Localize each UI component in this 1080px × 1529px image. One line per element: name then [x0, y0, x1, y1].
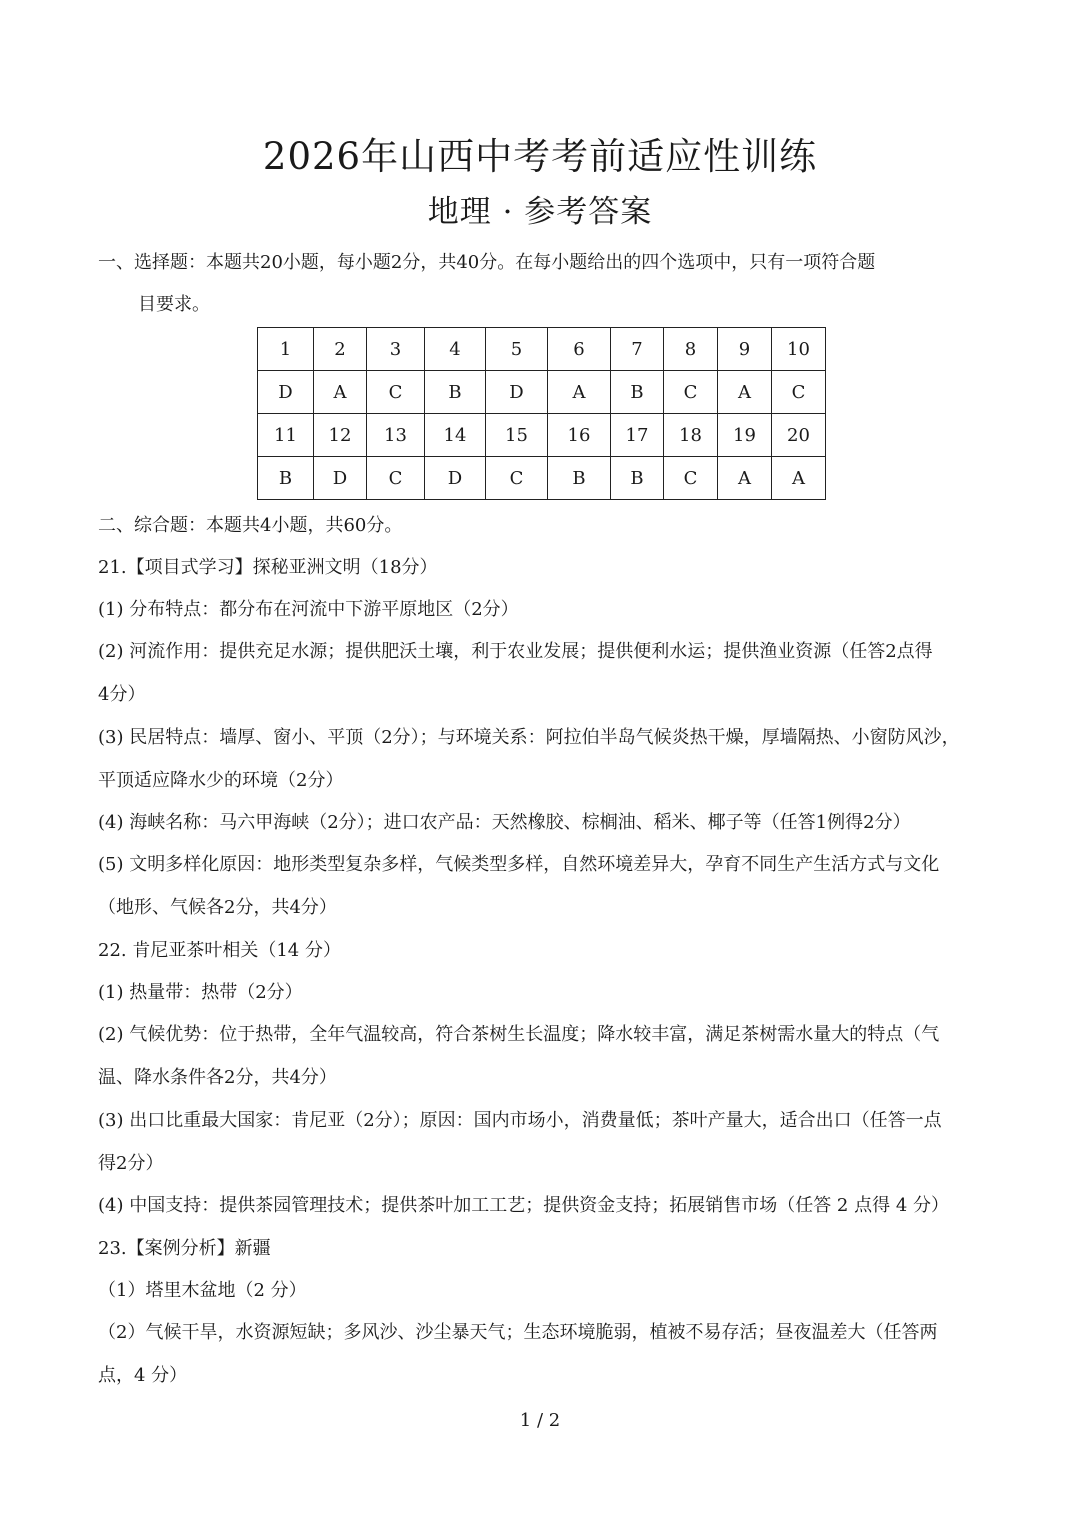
table-cell: 13 — [367, 414, 425, 457]
q22-answer-3: (3) 出口比重最大国家：肯尼亚（2分）；原因：国内市场小，消费量低；茶叶产量大，适合出口（任答一点 — [98, 1110, 942, 1131]
table-cell: A — [718, 457, 772, 500]
q23-answer-2-cont: 点，4 分） — [98, 1365, 188, 1386]
table-cell: C — [486, 457, 548, 500]
page-number: 1 / 2 — [519, 1410, 561, 1431]
table-cell: 14 — [425, 414, 486, 457]
page-title: 2026年山西中考考前适应性训练 — [262, 135, 818, 178]
table-cell: 1 — [258, 328, 314, 371]
table-cell: 12 — [314, 414, 367, 457]
answer-table — [257, 327, 826, 500]
table-cell: C — [664, 457, 718, 500]
q21-answer-3-cont: 平顶适应降水少的环境（2分） — [98, 770, 344, 791]
section1-heading: 一、选择题：本题共20小题，每小题2分，共40分。在每小题给出的四个选项中，只有一项符合题 — [98, 252, 876, 273]
table-cell: D — [258, 371, 314, 414]
table-cell: 9 — [718, 328, 772, 371]
q21-answer-3: (3) 民居特点：墙厚、窗小、平顶（2分）；与环境关系：阿拉伯半岛气候炎热干燥，厚墙隔热、小窗防风沙， — [98, 727, 960, 748]
q21-answer-5: (5) 文明多样化原因：地形类型复杂多样，气候类型多样，自然环境差异大，孕育不同生产生活方式与文化 — [98, 854, 940, 875]
table-cell: B — [611, 457, 664, 500]
table-cell: A — [314, 371, 367, 414]
table-cell: C — [367, 457, 425, 500]
table-cell: 19 — [718, 414, 772, 457]
q21-answer-4: (4) 海峡名称：马六甲海峡（2分）；进口农产品：天然橡胶、棕榈油、稻米、椰子等（任答1例得2分） — [98, 812, 911, 833]
table-cell: 3 — [367, 328, 425, 371]
table-cell: B — [425, 371, 486, 414]
table-row-question-numbers — [258, 414, 826, 457]
q21-answer-1: (1) 分布特点：都分布在河流中下游平原地区（2分） — [98, 599, 519, 620]
table-cell: D — [486, 371, 548, 414]
q22-answer-2: (2) 气候优势：位于热带，全年气温较高，符合茶树生长温度；降水较丰富，满足茶树需水量大的特点（气 — [98, 1024, 940, 1045]
table-cell: 5 — [486, 328, 548, 371]
table-row-answers — [258, 371, 826, 414]
table-cell: 10 — [772, 328, 826, 371]
q22-answer-2-cont: 温、降水条件各2分，共4分） — [98, 1067, 337, 1088]
table-cell: 18 — [664, 414, 718, 457]
page-subtitle: 地理 · 参考答案 — [427, 194, 653, 230]
table-cell: A — [772, 457, 826, 500]
table-cell: 11 — [258, 414, 314, 457]
q23-answer-2: （2）气候干旱，水资源短缺；多风沙、沙尘暴天气；生态环境脆弱，植被不易存活；昼夜温差大（任答两 — [98, 1322, 938, 1343]
q21-title: 21.【项目式学习】探秘亚洲文明（18分） — [98, 557, 438, 578]
q22-answer-4: (4) 中国支持：提供茶园管理技术；提供茶叶加工工艺；提供资金支持；拓展销售市场（任答 2 点得 4 分） — [98, 1195, 950, 1216]
table-cell: B — [258, 457, 314, 500]
table-cell: B — [611, 371, 664, 414]
table-cell: D — [425, 457, 486, 500]
table-cell: 15 — [486, 414, 548, 457]
table-cell: 20 — [772, 414, 826, 457]
table-cell: 16 — [548, 414, 611, 457]
table-cell: 4 — [425, 328, 486, 371]
q23-title: 23.【案例分析】新疆 — [98, 1238, 271, 1259]
table-row-answers — [258, 457, 826, 500]
q22-answer-1: (1) 热量带：热带（2分） — [98, 982, 303, 1003]
table-cell: A — [548, 371, 611, 414]
q21-answer-2-cont: 4分） — [98, 684, 146, 705]
table-cell: 17 — [611, 414, 664, 457]
section2-heading: 二、综合题：本题共4小题，共60分。 — [98, 515, 403, 536]
q23-answer-1: （1）塔里木盆地（2 分） — [98, 1280, 307, 1301]
q22-answer-3-cont: 得2分） — [98, 1153, 164, 1174]
table-cell: 8 — [664, 328, 718, 371]
table-cell: 7 — [611, 328, 664, 371]
table-cell: C — [772, 371, 826, 414]
table-cell: A — [718, 371, 772, 414]
table-cell: C — [367, 371, 425, 414]
table-cell: B — [548, 457, 611, 500]
table-cell: 2 — [314, 328, 367, 371]
q21-answer-5-cont: （地形、气候各2分，共4分） — [98, 897, 337, 918]
table-row-question-numbers — [258, 328, 826, 371]
q22-title: 22. 肯尼亚茶叶相关（14 分） — [98, 940, 341, 961]
table-cell: C — [664, 371, 718, 414]
table-cell: 6 — [548, 328, 611, 371]
section1-heading-cont: 目要求。 — [138, 294, 210, 315]
q21-answer-2: (2) 河流作用：提供充足水源；提供肥沃土壤，利于农业发展；提供便利水运；提供渔业资源（任答2点得 — [98, 641, 933, 662]
table-cell: D — [314, 457, 367, 500]
